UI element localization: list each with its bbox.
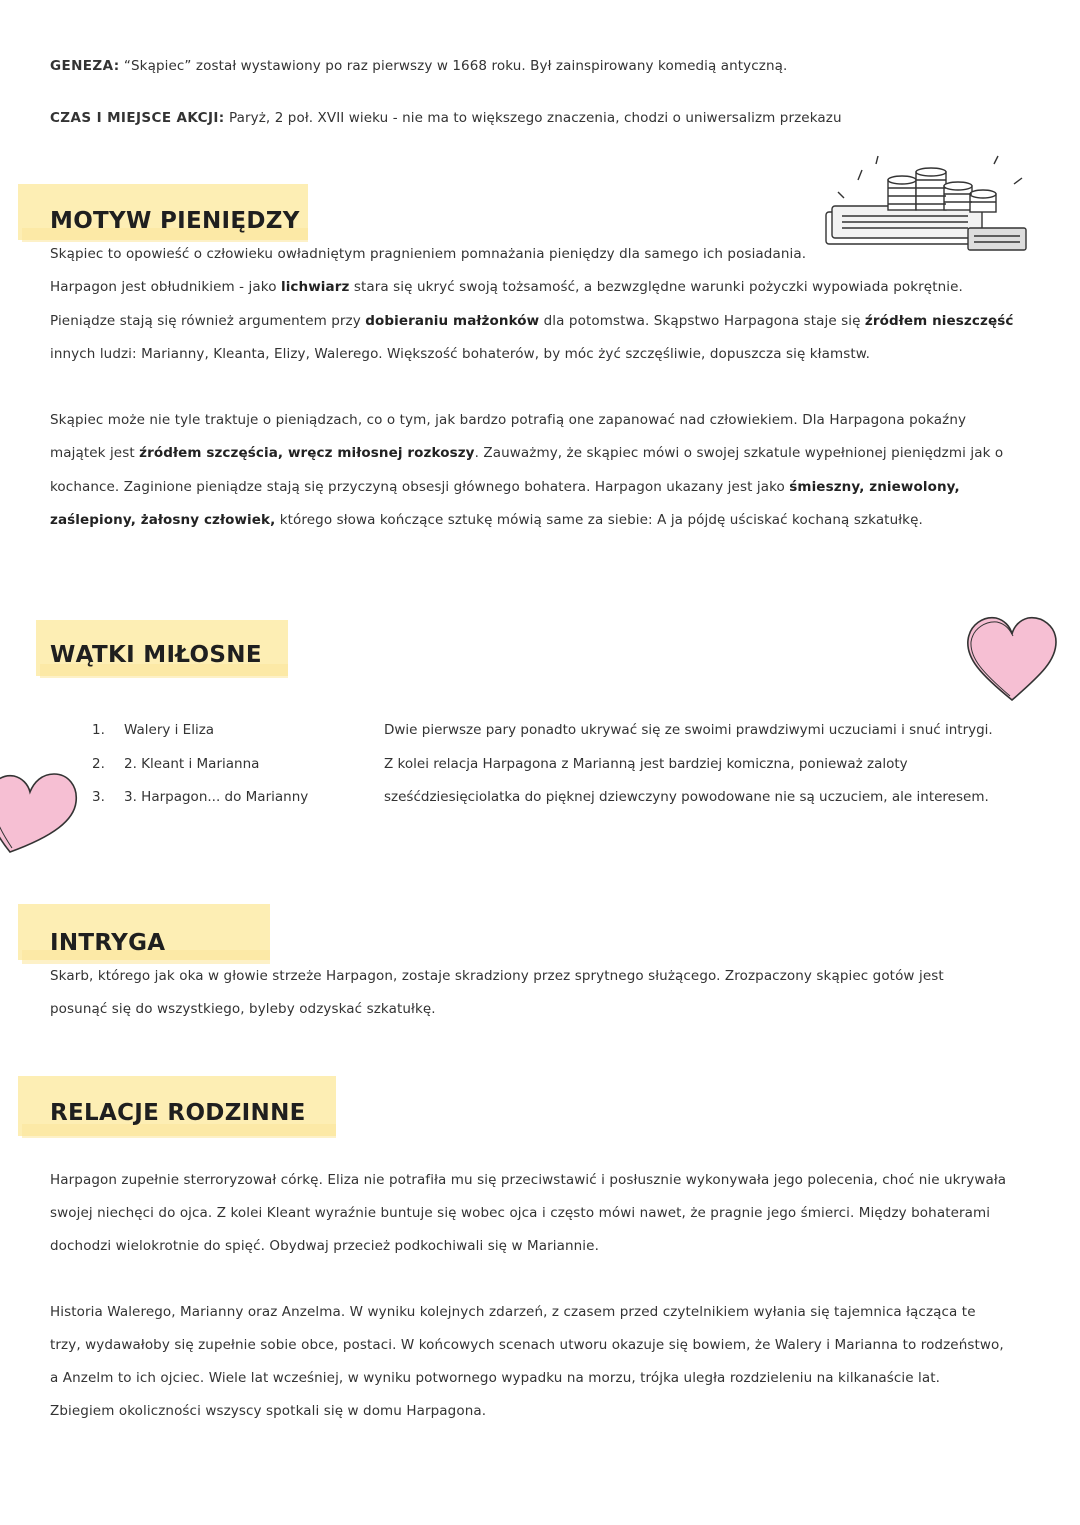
list-number: 3. bbox=[92, 789, 105, 805]
money-pile-icon bbox=[818, 150, 1030, 265]
relacje-p1-line-3: dochodzi wielokrotnie do spięć. Obydwaj przecież podkochiwali się w Mariannie. bbox=[50, 1238, 599, 1254]
relacje-p2-line-2: trzy, wydawałoby się zupełnie sobie obce, postaci. W końcowych scenach utworu okazuje się bowiem, że Walery i Marianna to rodzeństwo, bbox=[50, 1337, 1004, 1353]
heading-watki-milosne: WĄTKI MIŁOSNE bbox=[50, 642, 262, 668]
motyw-p1-line-2 bbox=[50, 279, 963, 295]
text-span: kochance. Zaginione pieniądze stają się przyczyną obsesji głównego bohatera. Harpagon ukazany jest jako bbox=[50, 479, 790, 495]
list-item: 2. Kleant i Marianna bbox=[124, 756, 260, 772]
list-number: 2. bbox=[92, 756, 105, 772]
bold-smieszny: śmieszny, zniewolony, bbox=[789, 479, 960, 495]
bold-lichwiarz: lichwiarz bbox=[280, 279, 350, 295]
text-span: stara się ukryć swoją tożsamość, a bezwzględne warunki pożyczki wypowiada pokrętnie. bbox=[349, 279, 963, 295]
motyw-p1-line-4: innych ludzi: Marianny, Kleanta, Elizy, Walerego. Większość bohaterów, by móc żyć szczęśliwie, dopuszcza się kłamstw. bbox=[50, 346, 871, 362]
czas-label: CZAS I MIEJSCE AKCJI: bbox=[50, 110, 225, 126]
list-item: 3. Harpagon... do Marianny bbox=[124, 789, 309, 805]
list-number: 1. bbox=[92, 722, 105, 738]
czas-line bbox=[50, 110, 842, 126]
intryga-line-2: posunąć się do wszystkiego, byleby odzyskać szkatułkę. bbox=[50, 1001, 436, 1017]
motyw-p2-line-1: Skąpiec może nie tyle traktuje o pieniądzach, co o tym, jak bardzo potrafią one zapanować nad człowiekiem. Dla Harpagona pokaźny bbox=[50, 412, 967, 428]
intryga-line-1: Skarb, którego jak oka w głowie strzeże Harpagon, zostaje skradziony przez sprytnego służącego. Zrozpaczony skąpiec gotów jest bbox=[50, 968, 944, 984]
relacje-p1-line-2: swojej niechęci do ojca. Z kolei Kleant wyraźnie buntuje się wobec ojca i często mówi nawet, że pragnie jego śmierci. Między bohaterami bbox=[50, 1205, 991, 1221]
bold-zrodlem-szczescia: źródłem szczęścia, wręcz miłosnej rozkoszy bbox=[139, 445, 475, 461]
relacje-p2-line-3: a Anzelm to ich ojciec. Wiele lat wcześniej, w wyniku potwornego wypadku na morzu, trójka uległa rozdzieleniu na kilkanaście lat. bbox=[50, 1370, 941, 1386]
bold-dobieranie-malzonkow: dobieraniu małżonków bbox=[365, 313, 540, 329]
motyw-p2-line-3 bbox=[50, 479, 960, 495]
heading-highlight-underlay bbox=[22, 1124, 336, 1138]
list-item: Walery i Eliza bbox=[124, 722, 215, 738]
heading-intryga: INTRYGA bbox=[50, 930, 166, 956]
watki-right-line-1: Dwie pierwsze pary ponadto ukrywać się ze swoimi prawdziwymi uczuciami i snuć intrygi. bbox=[384, 722, 993, 738]
text-span: Pieniądze stają się również argumentem przy bbox=[50, 313, 366, 329]
relacje-p2-line-1: Historia Walerego, Marianny oraz Anzelma. W wyniku kolejnych zdarzeń, z czasem przed czytelnikiem wyłania się tajemnica łącząca te bbox=[50, 1304, 976, 1320]
text-span: majątek jest bbox=[50, 445, 140, 461]
motyw-p2-line-4 bbox=[50, 512, 923, 528]
watki-right-line-2: Z kolei relacja Harpagona z Marianną jest bardziej komiczna, ponieważ zaloty bbox=[384, 756, 908, 772]
geneza-label: GENEZA: bbox=[50, 58, 120, 74]
geneza-line bbox=[50, 58, 787, 74]
relacje-p2-line-4: Zbiegiem okoliczności wszyscy spotkali się w domu Harpagona. bbox=[50, 1403, 487, 1419]
motyw-p1-line-3 bbox=[50, 313, 1013, 329]
czas-text: Paryż, 2 poł. XVII wieku - nie ma to większego znaczenia, chodzi o uniwersalizm przekazu bbox=[224, 110, 842, 126]
heart-icon bbox=[0, 766, 82, 858]
text-span: którego słowa kończące sztukę mówią same za siebie: A ja pójdę uściskać kochaną szkatułkę. bbox=[275, 512, 923, 528]
text-span: Harpagon jest obłudnikiem - jako bbox=[50, 279, 281, 295]
text-span: . Zauważmy, że skąpiec mówi o swojej szkatule wypełnionej pieniędzmi jak o bbox=[474, 445, 1004, 461]
text-span: dla potomstwa. Skąpstwo Harpagona staje się bbox=[539, 313, 865, 329]
motyw-p1-line-1: Skąpiec to opowieść o człowieku owładniętym pragnieniem pomnażania pieniędzy dla samego ich posiadania. bbox=[50, 246, 807, 262]
motyw-p2-line-2 bbox=[50, 445, 1003, 461]
heading-motyw-pieniedzy: MOTYW PIENIĘDZY bbox=[50, 208, 300, 234]
relacje-p1-line-1: Harpagon zupełnie sterroryzował córkę. Eliza nie potrafiła mu się przeciwstawić i posłusznie wykonywała jego polecenia, choć nie ukrywała bbox=[50, 1172, 1007, 1188]
bold-zaslepiony: zaślepiony, żałosny człowiek, bbox=[50, 512, 276, 528]
heading-relacje-rodzinne: RELACJE RODZINNE bbox=[50, 1100, 306, 1126]
geneza-text: “Skąpiec” został wystawiony po raz pierwszy w 1668 roku. Był zainspirowany komedią antyczną. bbox=[119, 58, 788, 74]
bold-zrodlem-nieszczesc: źródłem nieszczęść bbox=[864, 313, 1014, 329]
heart-icon bbox=[962, 612, 1062, 708]
watki-right-line-3: sześćdziesięciolatka do pięknej dziewczyny powodowane nie są uczuciem, ale interesem. bbox=[384, 789, 989, 805]
